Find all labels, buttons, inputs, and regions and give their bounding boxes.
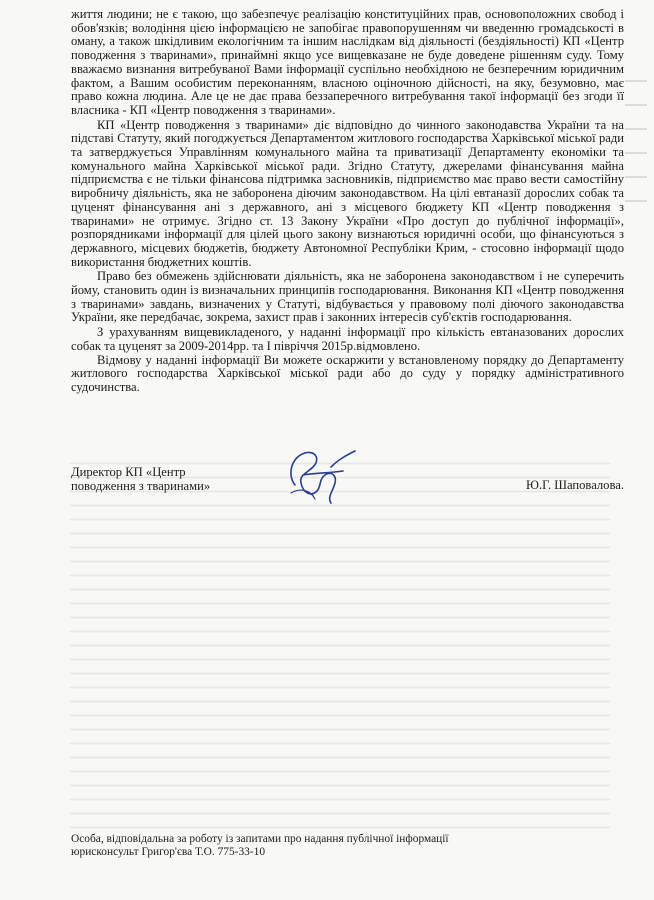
footer-line1: Особа, відповідальна за роботу із запитами про надання публічної інформації bbox=[71, 833, 449, 845]
paragraph-appeal: Відмову у наданні інформації Ви можете оскаржити у встановленому порядку до Департаменту житлового господарства Харківської міської ради або до суду у порядку адміністративного судочинства. bbox=[71, 352, 624, 394]
paragraph-continuation: життя людини; не є такою, що забезпечує реалізацію конституційних прав, основоположних свобод і обов'язків; володіння цією інформацією не запобігає правопорушенням чи введенню громадськості в оману, а також шкідливим екологічним та іншим наслідкам від діяльності (бездіяльності) КП «Центр поводження з тваринами», принаймні якщо усе вищевказане не буде доведене рішенням суду. Тому вважаємо визнання витребуваної Вами інформації суспільно необхідною не безперечним юридичним фактом, а Вашим особистим переконанням, власною оціночною дійсності, на яку, безумовно, має право кожна людина. Але це не дає права беззаперечного витребування такої інформації без згоди її власника - КП «Центр поводження з тваринами». bbox=[71, 7, 624, 117]
margin-show-through bbox=[625, 70, 647, 220]
letter-body bbox=[71, 8, 624, 395]
signatory-title-line1: Директор КП «Центр bbox=[71, 465, 186, 479]
responsible-person-footer bbox=[71, 833, 631, 859]
paragraph-refusal: З урахуванням вищевикладеного, у наданні інформації про кількість евтаназованих дорослих собак та цуценят за 2009-2014рр. та I півріччя 2015р.відмовлено. bbox=[71, 325, 624, 353]
signatory-name: Ю.Г. Шаповалова. bbox=[526, 478, 624, 492]
paragraph-legal-basis: КП «Центр поводження з тваринами» діє відповідно до чинного законодавства України та на підставі Статуту, який погоджується Департаментом житлового господарства Харківської міської ради та затверджується Управлінням комунального майна та приватизації Департаменту економіки та комунального майна Харківської міської ради. Згідно Статуту, джерелами фінансування майна підприємства є не тільки фінансова підтримка засновників, підприємство має право вести самостійну виробничу діяльність, яка не заборонена діючим законодавством. На цілі евтаназії дорослих собак та цуценят фінансування ані з державного, ані з місцевого бюджету КП «Центр поводження з тваринами» не отримує. Згідно ст. 13 Закону України «Про доступ до публічної інформації», розпорядниками інформації для цілей цього закону визнаються юридичні особи, що фінансуються з державного, місцевих бюджетів, бюджету Автономної Республіки Крим, - стосовно інформації щодо використання бюджетних коштів. bbox=[71, 117, 624, 269]
signatory-title bbox=[71, 465, 291, 493]
paragraph-business-rights: Право без обмежень здійснювати діяльність, яка не заборонена законодавством і не суперечить йому, становить один із визначальних принципів господарювання. Виконання КП «Центр поводження з тваринами» завдань, визначених у Статуті, відбувається у правовому полі діючого законодавства України, яке передбачає, зокрема, захист прав і законних інтересів суб'єктів господарювання. bbox=[71, 269, 624, 325]
signatory-title-line2: поводження з тваринами» bbox=[71, 479, 211, 493]
handwritten-signature bbox=[281, 445, 361, 511]
reverse-side-show-through bbox=[70, 455, 610, 835]
footer-line2: юрисконсульт Григор'єва Т.О. 775-33-10 bbox=[71, 845, 266, 858]
